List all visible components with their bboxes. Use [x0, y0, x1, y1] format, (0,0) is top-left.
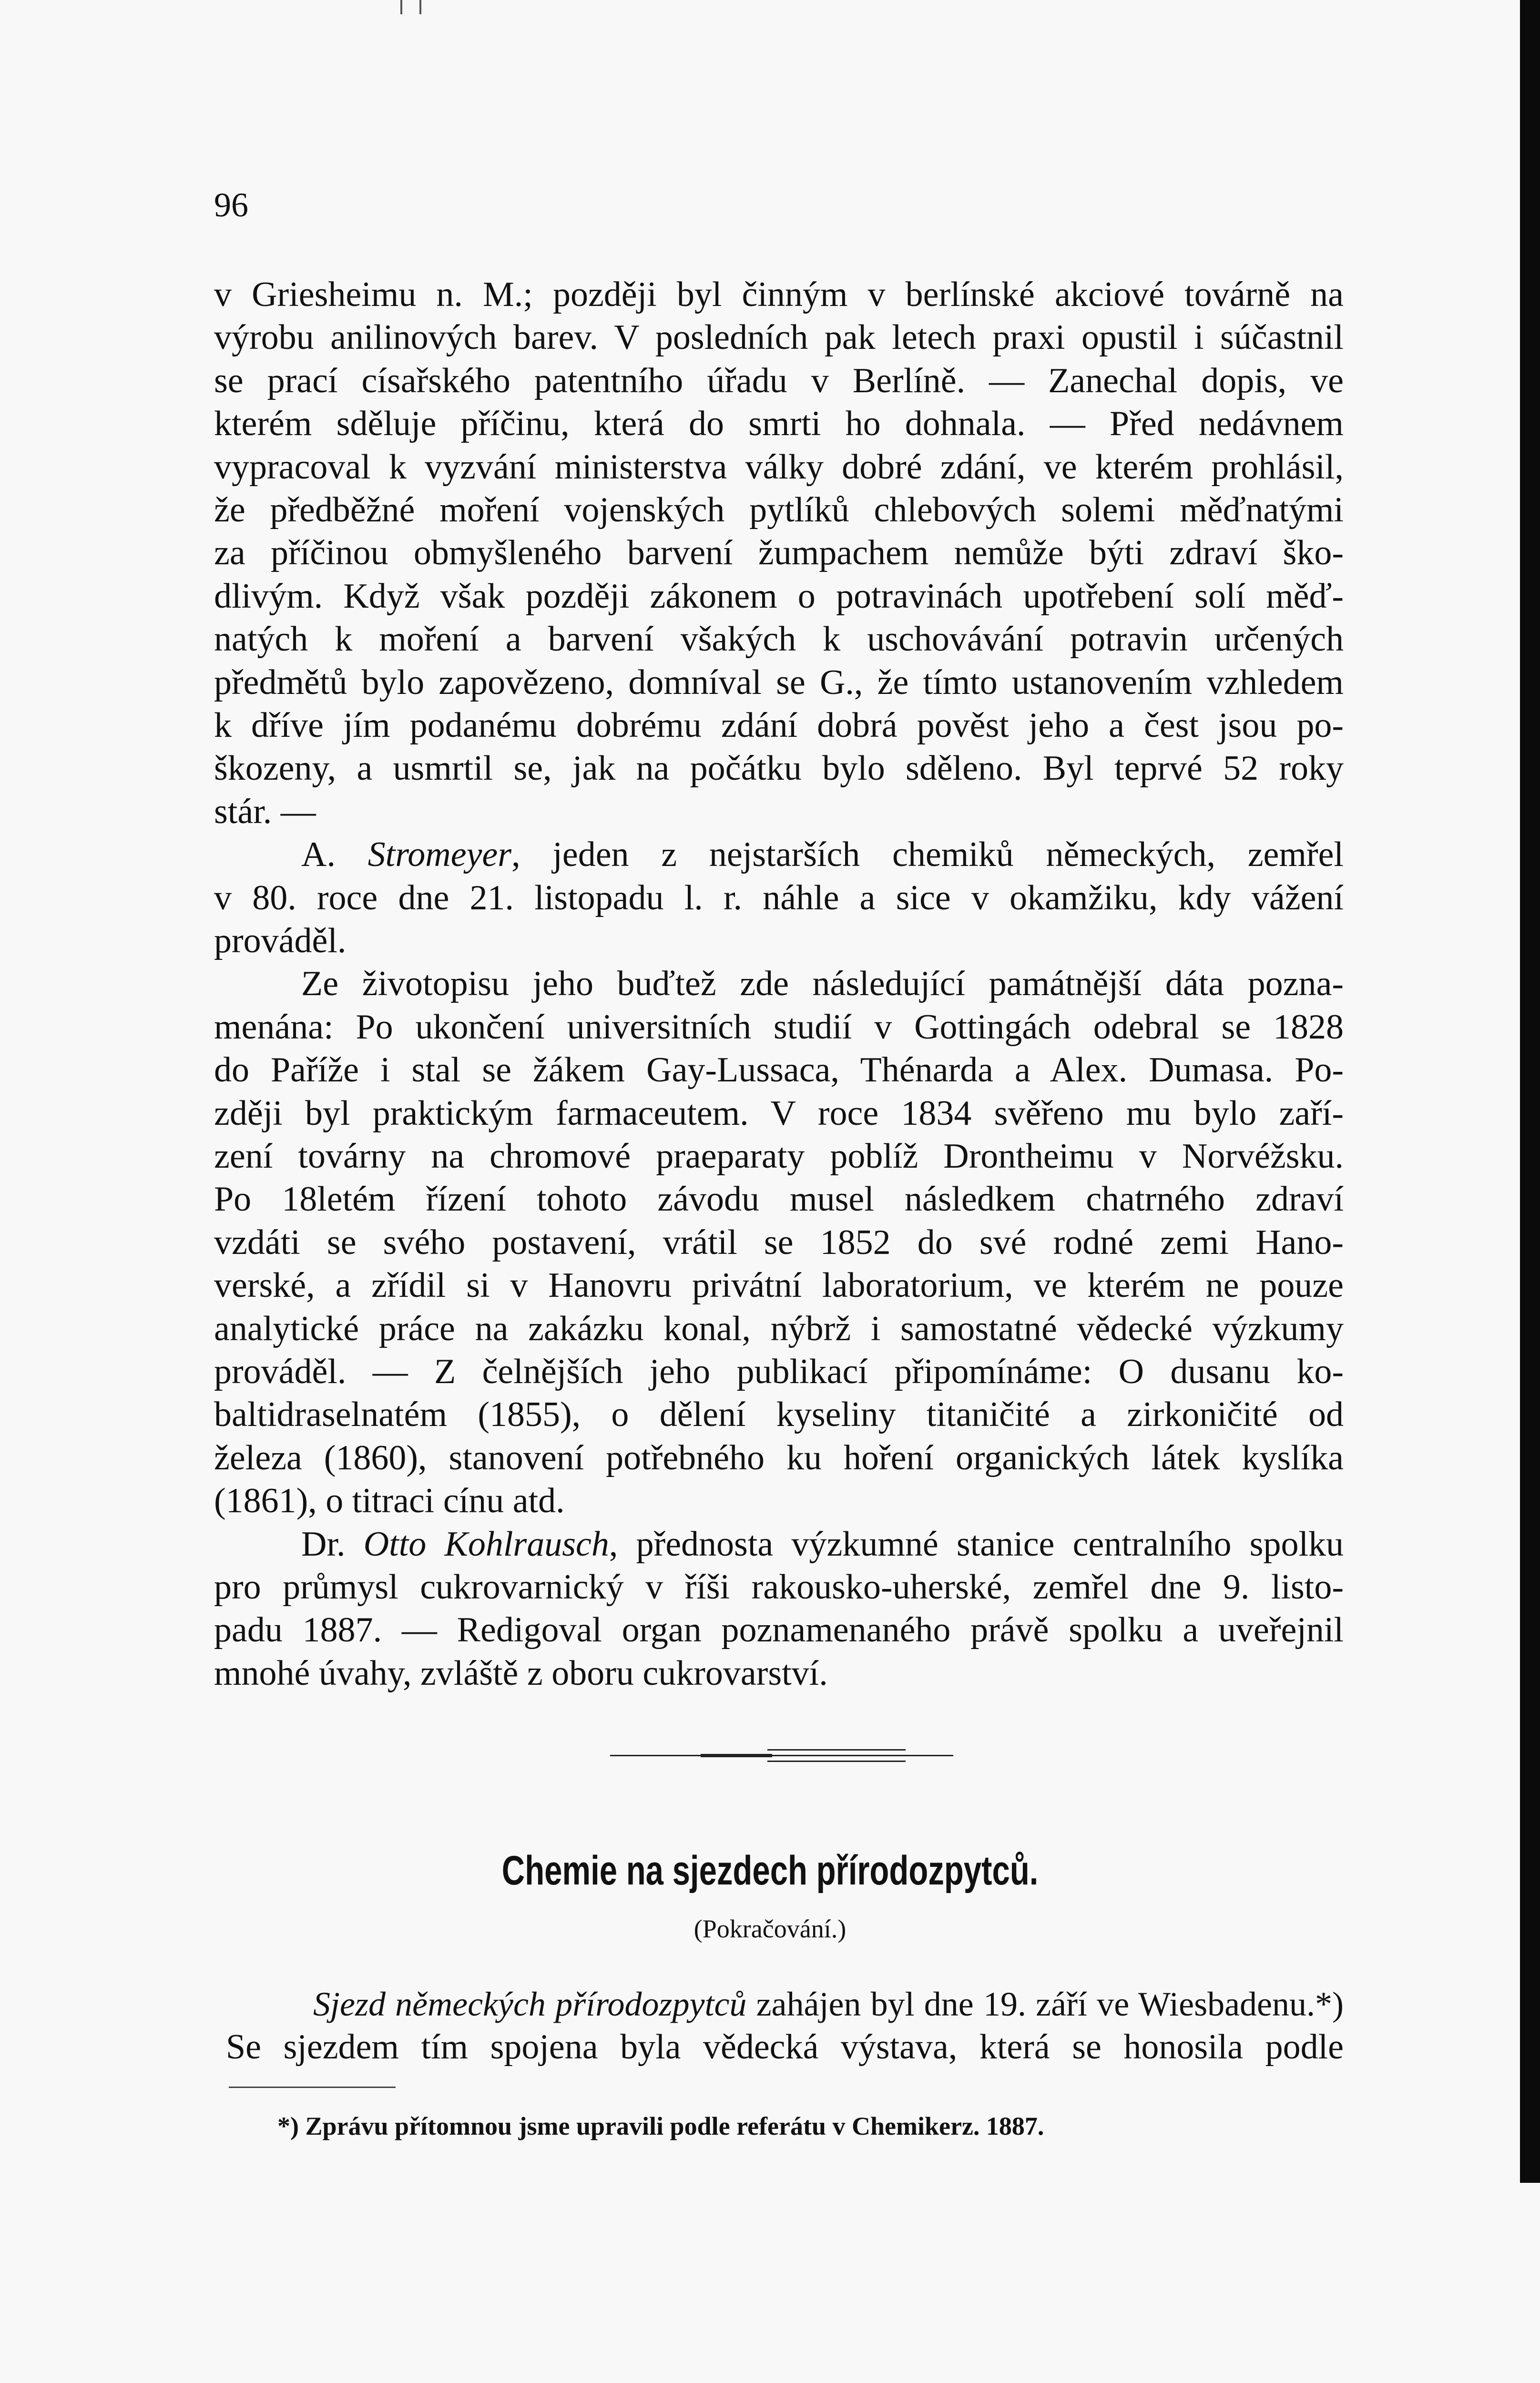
text-line: mnohé úvahy, zvláště z oboru cukrovarství. — [214, 1653, 828, 1693]
text-line: Dr. Otto Kohlrausch, přednosta výzkumné stanice centralního spolku — [301, 1524, 1344, 1564]
text-line: k dříve jím podanému dobrému zdání dobrá pověst jeho a čest jsou po- — [214, 706, 1344, 745]
text-line: analytické práce na zakázku konal, nýbrž i samostatné vědecké výzkumy — [214, 1309, 1344, 1348]
article-title-text: Chemie na sjezdech přírodozpytců. — [501, 1848, 1039, 1894]
footnote-rule — [229, 2087, 396, 2088]
text-line: prováděl. — [214, 921, 347, 960]
article-subtitle: (Pokračování.) — [694, 1915, 846, 1943]
article-title — [0, 1844, 1540, 1897]
text-line: kterém sděluje příčinu, která do smrti ho dohnala. — Před nedávnem — [214, 404, 1344, 444]
text-line: A. Stromeyer, jeden z nejstarších chemiků německých, zemřel — [301, 835, 1344, 875]
italic-name: Otto Kohlrausch — [363, 1524, 609, 1564]
text-line: verské, a zřídil si v Hanovru privátní laboratorium, ve kterém ne pouze — [214, 1266, 1344, 1305]
scan-border — [1520, 0, 1540, 2183]
text-line: vzdáti se svého postavení, vrátil se 1852 do své rodné zemi Hano- — [214, 1222, 1344, 1262]
italic-name: Stromeyer — [367, 835, 512, 875]
text-line: zení továrny na chromové praeparaty poblíž Drontheimu v Norvéžsku. — [214, 1137, 1344, 1176]
text-line: že předběžné moření vojenských pytlíků chlebových solemi měďnatými — [214, 490, 1344, 530]
text-line: prováděl. — Z čelnějších jeho publikací připomínáme: O dusanu ko- — [214, 1352, 1344, 1391]
footnote: *) Zprávu přítomnou jsme upravili podle referátu v Chemikerz. 1887. — [277, 2112, 1044, 2140]
text-line: baltidraselnatém (1855), o dělení kyseliny titaničité a zirkoničité od — [214, 1395, 1344, 1435]
text-line: za příčinou obmyšleného barvení žumpachem nemůže býti zdraví ško- — [214, 533, 1344, 573]
text-line: stár. — — [214, 792, 316, 831]
text-line: menána: Po ukončení universitních studií v Gottingách odebral se 1828 — [214, 1007, 1344, 1047]
text-line: vypracoval k vyzvání ministerstva války dobré zdání, ve kterém prohlásil, — [214, 447, 1344, 487]
text-line: do Paříže i stal se žákem Gay-Lussaca, Thénarda a Alex. Dumasa. Po- — [214, 1050, 1344, 1090]
text-line: Ze životopisu jeho buďtež zde následující památnější dáta pozna- — [301, 964, 1344, 1004]
text-line: v 80. roce dne 21. listopadu l. r. náhle a sice v okamžiku, kdy vážení — [214, 878, 1344, 917]
text-line: pro průmysl cukrovarnický v říši rakousko-uherské, zemřel dne 9. listo- — [214, 1568, 1344, 1607]
text-line: Sjezd německých přírodozpytců zahájen byl dne 19. září ve Wiesbadenu.*) — [313, 1985, 1344, 2023]
scan-mark — [419, 0, 421, 14]
section-divider-ornament — [610, 1749, 953, 1768]
text-line: zději byl praktickým farmaceutem. V roce 1834 svěřeno mu bylo zaří- — [214, 1093, 1344, 1133]
text-line: se prací císařského patentního úřadu v Berlíně. — Zanechal dopis, ve — [214, 361, 1344, 400]
page-number: 96 — [214, 186, 248, 224]
text-line: železa (1860), stanovení potřebného ku hoření organických látek kyslíka — [214, 1438, 1344, 1477]
text-line: v Griesheimu n. M.; později byl činným v berlínské akciové továrně na — [214, 275, 1344, 314]
text-line: Po 18letém řízení tohoto závodu musel následkem chatrného zdraví — [214, 1180, 1344, 1219]
text-line: předmětů bylo zapovězeno, domníval se G., že tímto ustanovením vzhledem — [214, 662, 1344, 702]
text-line: dlivým. Když však později zákonem o potravinách upotřebení solí měď- — [214, 576, 1344, 616]
text-line: Se sjezdem tím spojena byla vědecká výstava, která se honosila podle — [226, 2027, 1344, 2067]
text-line: natých k moření a barvení všakých k uschovávání potravin určených — [214, 620, 1344, 659]
text-line: škozeny, a usmrtil se, jak na počátku bylo sděleno. Byl teprvé 52 roky — [214, 749, 1344, 788]
scan-mark — [400, 0, 402, 14]
text-line: padu 1887. — Redigoval organ poznamenaného právě spolku a uveřejnil — [214, 1610, 1344, 1650]
text-line: výrobu anilinových barev. V posledních pak letech praxi opustil i súčastnil — [214, 318, 1344, 357]
text-line: (1861), o titraci cínu atd. — [214, 1481, 565, 1521]
italic-name: Sjezd německých přírodozpytců — [313, 1985, 747, 2023]
